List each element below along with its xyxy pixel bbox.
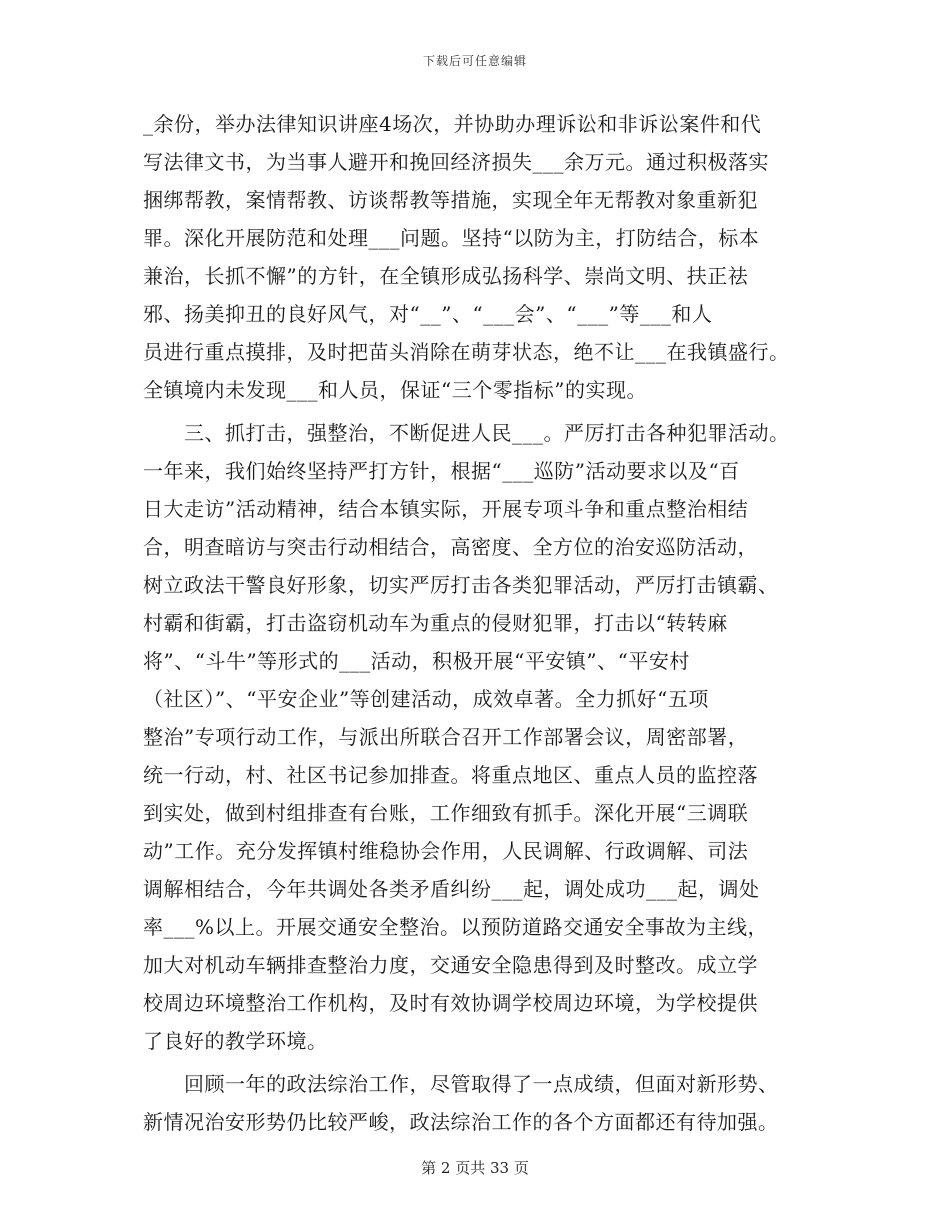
text-line: 罪。深化开展防范和处理___问题。坚持“以防为主，打防结合，标本 <box>143 226 760 250</box>
text-line: 捆绑帮教，案情帮教、访谈帮教等措施，实现全年无帮教对象重新犯 <box>143 188 758 212</box>
page-number-footer: 第 2 页共 33 页 <box>421 1159 529 1177</box>
text-line: 写法律文书，为当事人避开和挽回经济损失___余万元。通过积极落实 <box>143 150 769 174</box>
text-line: 兼治，长抓不懈”的方针，在全镇形成弘扬科学、崇尚文明、扶正祛 <box>143 264 749 288</box>
page-header: 下载后可任意编辑 <box>422 54 527 68</box>
text-line: 新情况治安形势仍比较严峻，政法综治工作的各个方面都还有待加强。 <box>143 1110 779 1134</box>
text-line: 了良好的教学环境。 <box>143 1029 328 1053</box>
text-line: 调解相结合，今年共调处各类矛盾纠纷___起，调处成功___起，调处 <box>143 877 760 901</box>
text-line: 将”、“斗牛”等形式的___活动，积极开展“平安镇”、“平安村 <box>143 649 690 673</box>
section-heading-line: 三、抓打击，强整治，不断促进人民___。严厉打击各种犯罪活动。 <box>143 421 790 445</box>
text-line: 一年来，我们始终坚持严打方针，根据“___巡防”活动要求以及“百 <box>143 459 740 483</box>
text-line: 统一行动，村、社区书记参加排查。将重点地区、重点人员的监控落 <box>143 763 758 787</box>
text-line: 合，明查暗访与突击行动相结合，高密度、全方位的治安巡防活动， <box>143 535 758 559</box>
text-line: 日大走访”活动精神，结合本镇实际，开展专项斗争和重点整治相结 <box>143 497 749 521</box>
document-body <box>143 105 823 1141</box>
text-line: 整治”专项行动工作，与派出所联合召开工作部署会议，周密部署， <box>143 725 749 749</box>
text-line: 村霸和街霸，打击盗窃机动车为重点的侵财犯罪，打击以“转转麻 <box>143 611 728 635</box>
text-line: （社区）”、“平安企业”等创建活动，成效卓著。全力抓好“五项 <box>143 687 709 711</box>
text-line: 率___%以上。开展交通安全整治。以预防道路交通安全事故为主线， <box>143 915 769 939</box>
text-line: 加大对机动车辆排查整治力度，交通安全隐患得到及时整改。成立学 <box>143 953 758 977</box>
text-line: 员进行重点摸排，及时把苗头消除在萌芽状态，绝不让___在我镇盛行。 <box>143 340 790 364</box>
text-line: 回顾一年的政法综治工作，尽管取得了一点成绩，但面对新形势、 <box>143 1072 779 1096</box>
text-line: 树立政法干警良好形象，切实严厉打击各类犯罪活动，严厉打击镇霸、 <box>143 573 779 597</box>
text-line: _余份，举办法律知识讲座4场次，并协助办理诉讼和非诉讼案件和代 <box>143 112 762 136</box>
text-line: 邪、扬美抑丑的良好风气，对“__”、“___会”、“___”等___和人 <box>143 302 713 326</box>
text-line: 到实处，做到村组排查有台账，工作细致有抓手。深化开展“三调联 <box>143 801 749 825</box>
text-line: 校周边环境整治工作机构，及时有效协调学校周边环境，为学校提供 <box>143 991 758 1015</box>
text-line: 动”工作。充分发挥镇村维稳协会作用，人民调解、行政调解、司法 <box>143 839 749 863</box>
text-line: 全镇境内未发现___和人员，保证“三个零指标”的实现。 <box>143 378 647 402</box>
